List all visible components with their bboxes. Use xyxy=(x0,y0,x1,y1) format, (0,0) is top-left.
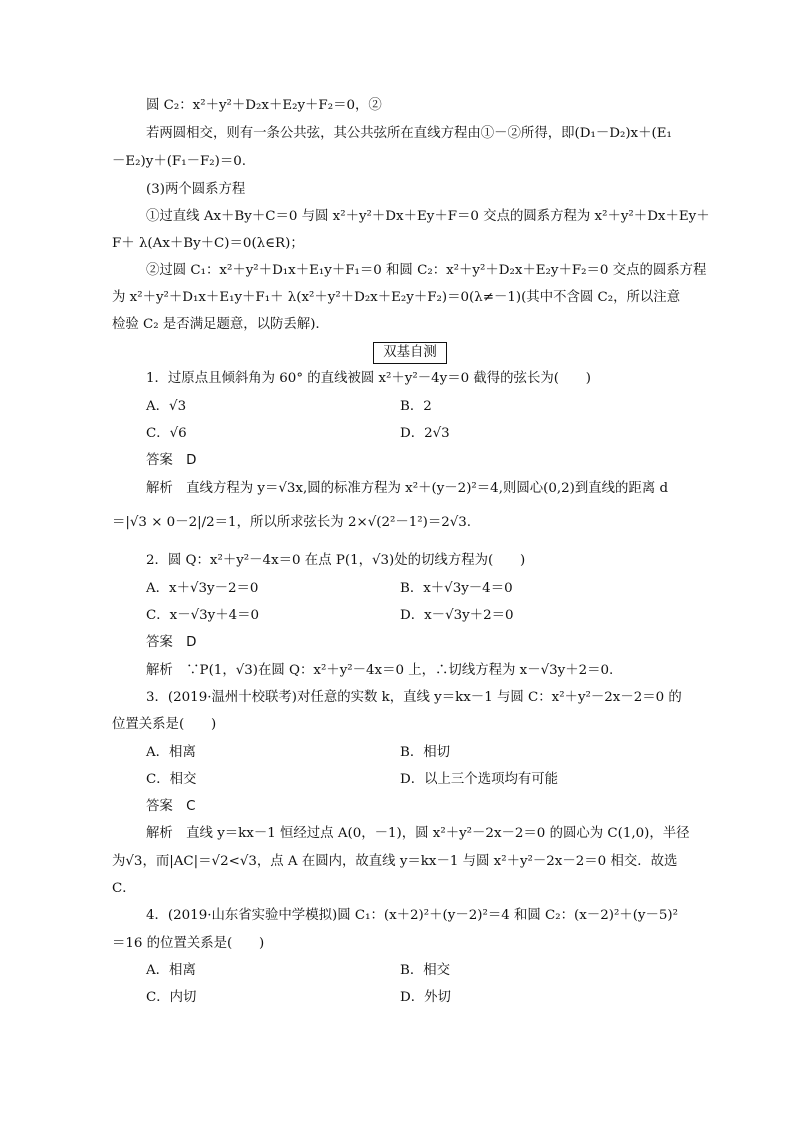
q1-explanation-1: 解析 直线方程为 y＝√3x,圆的标准方程为 x²＋(y－2)²＝4,则圆心(0,2)到直线的距离 d xyxy=(146,481,669,496)
q1-stem: 1．过原点且倾斜角为 60° 的直线被圆 x²＋y²－4y＝0 截得的弦长为( ) xyxy=(146,371,591,386)
q3-answer: 答案 C xyxy=(146,799,196,814)
intro-line-6: F＋ λ(Ax＋By＋C)＝0(λ∈R)； xyxy=(112,236,304,251)
q2-answer: 答案 D xyxy=(146,635,197,650)
q2-option-a: A．x＋√3y－2＝0 xyxy=(146,581,259,596)
q3-explanation-3: C． xyxy=(112,881,136,896)
section-title: 双基自测 xyxy=(373,342,447,364)
q4-stem-2: ＝16 的位置关系是( ) xyxy=(112,936,265,951)
q2-option-c: C．x－√3y＋4＝0 xyxy=(146,608,260,623)
q1-option-d: D．2√3 xyxy=(400,426,450,441)
q3-option-c: C．相交 xyxy=(146,772,197,787)
q3-option-a: A．相离 xyxy=(146,745,196,760)
q4-option-c: C．内切 xyxy=(146,990,197,1005)
q3-stem-2: 位置关系是( ) xyxy=(112,717,217,732)
intro-line-3: －E₂)y＋(F₁－F₂)＝0. xyxy=(112,154,247,169)
q1-explanation-2: ＝|√3 × 0－2|/2＝1，所以所求弦长为 2×√(2²－1²)＝2√3. xyxy=(112,515,472,530)
q2-stem: 2．圆 Q：x²＋y²－4x＝0 在点 P(1，√3)处的切线方程为( ) xyxy=(146,553,526,568)
q3-explanation-2: 为√3，而|AC|＝√2<√3，点 A 在圆内，故直线 y＝kx－1 与圆 x²＋y²－2x－2＝0 相交．故选 xyxy=(112,854,678,869)
intro-line-2: 若两圆相交，则有一条公共弦，其公共弦所在直线方程由①－②所得，即(D₁－D₂)x＋(E₁ xyxy=(146,126,672,141)
q4-option-b: B．相交 xyxy=(400,963,451,978)
q3-stem-1: 3．(2019·温州十校联考)对任意的实数 k，直线 y＝kx－1 与圆 C：x²＋y²－2x－2＝0 的 xyxy=(146,690,682,705)
intro-line-8: 为 x²＋y²＋D₁x＋E₁y＋F₁＋ λ(x²＋y²＋D₂x＋E₂y＋F₂)＝0(λ≠－1)(其中不含圆 C₂，所以注意 xyxy=(112,290,681,305)
q3-explanation-1: 解析 直线 y＝kx－1 恒经过点 A(0，－1)，圆 x²＋y²－2x－2＝0 的圆心为 C(1,0)，半径 xyxy=(146,826,690,841)
q4-option-a: A．相离 xyxy=(146,963,196,978)
q2-option-b: B．x＋√3y－4＝0 xyxy=(400,581,513,596)
q2-option-d: D．x－√3y＋2＝0 xyxy=(400,608,514,623)
intro-line-7: ②过圆 C₁：x²＋y²＋D₁x＋E₁y＋F₁＝0 和圆 C₂：x²＋y²＋D₂x＋E₂y＋F₂＝0 交点的圆系方程 xyxy=(146,263,707,278)
q3-option-b: B．相切 xyxy=(400,745,451,760)
intro-line-9: 检验 C₂ 是否满足题意，以防丢解). xyxy=(112,317,320,332)
q1-answer: 答案 D xyxy=(146,453,197,468)
intro-line-1: 圆 C₂：x²＋y²＋D₂x＋E₂y＋F₂＝0，② xyxy=(146,98,382,113)
q2-explanation: 解析 ∵P(1，√3)在圆 Q：x²＋y²－4x＝0 上，∴切线方程为 x－√3y＋2＝0. xyxy=(146,663,614,678)
q1-option-a: A．√3 xyxy=(146,399,187,414)
intro-line-5: ①过直线 Ax＋By＋C＝0 与圆 x²＋y²＋Dx＋Ey＋F＝0 交点的圆系方程为 x²＋y²＋Dx＋Ey＋ xyxy=(146,209,710,224)
intro-line-4: (3)两个圆系方程 xyxy=(146,182,246,197)
q1-option-b: B．2 xyxy=(400,399,432,414)
q1-option-c: C．√6 xyxy=(146,426,187,441)
q3-option-d: D．以上三个选项均有可能 xyxy=(400,772,559,787)
q4-option-d: D．外切 xyxy=(400,990,451,1005)
q4-stem-1: 4．(2019·山东省实验中学模拟)圆 C₁：(x＋2)²＋(y－2)²＝4 和圆 C₂：(x－2)²＋(y－5)² xyxy=(146,908,678,923)
